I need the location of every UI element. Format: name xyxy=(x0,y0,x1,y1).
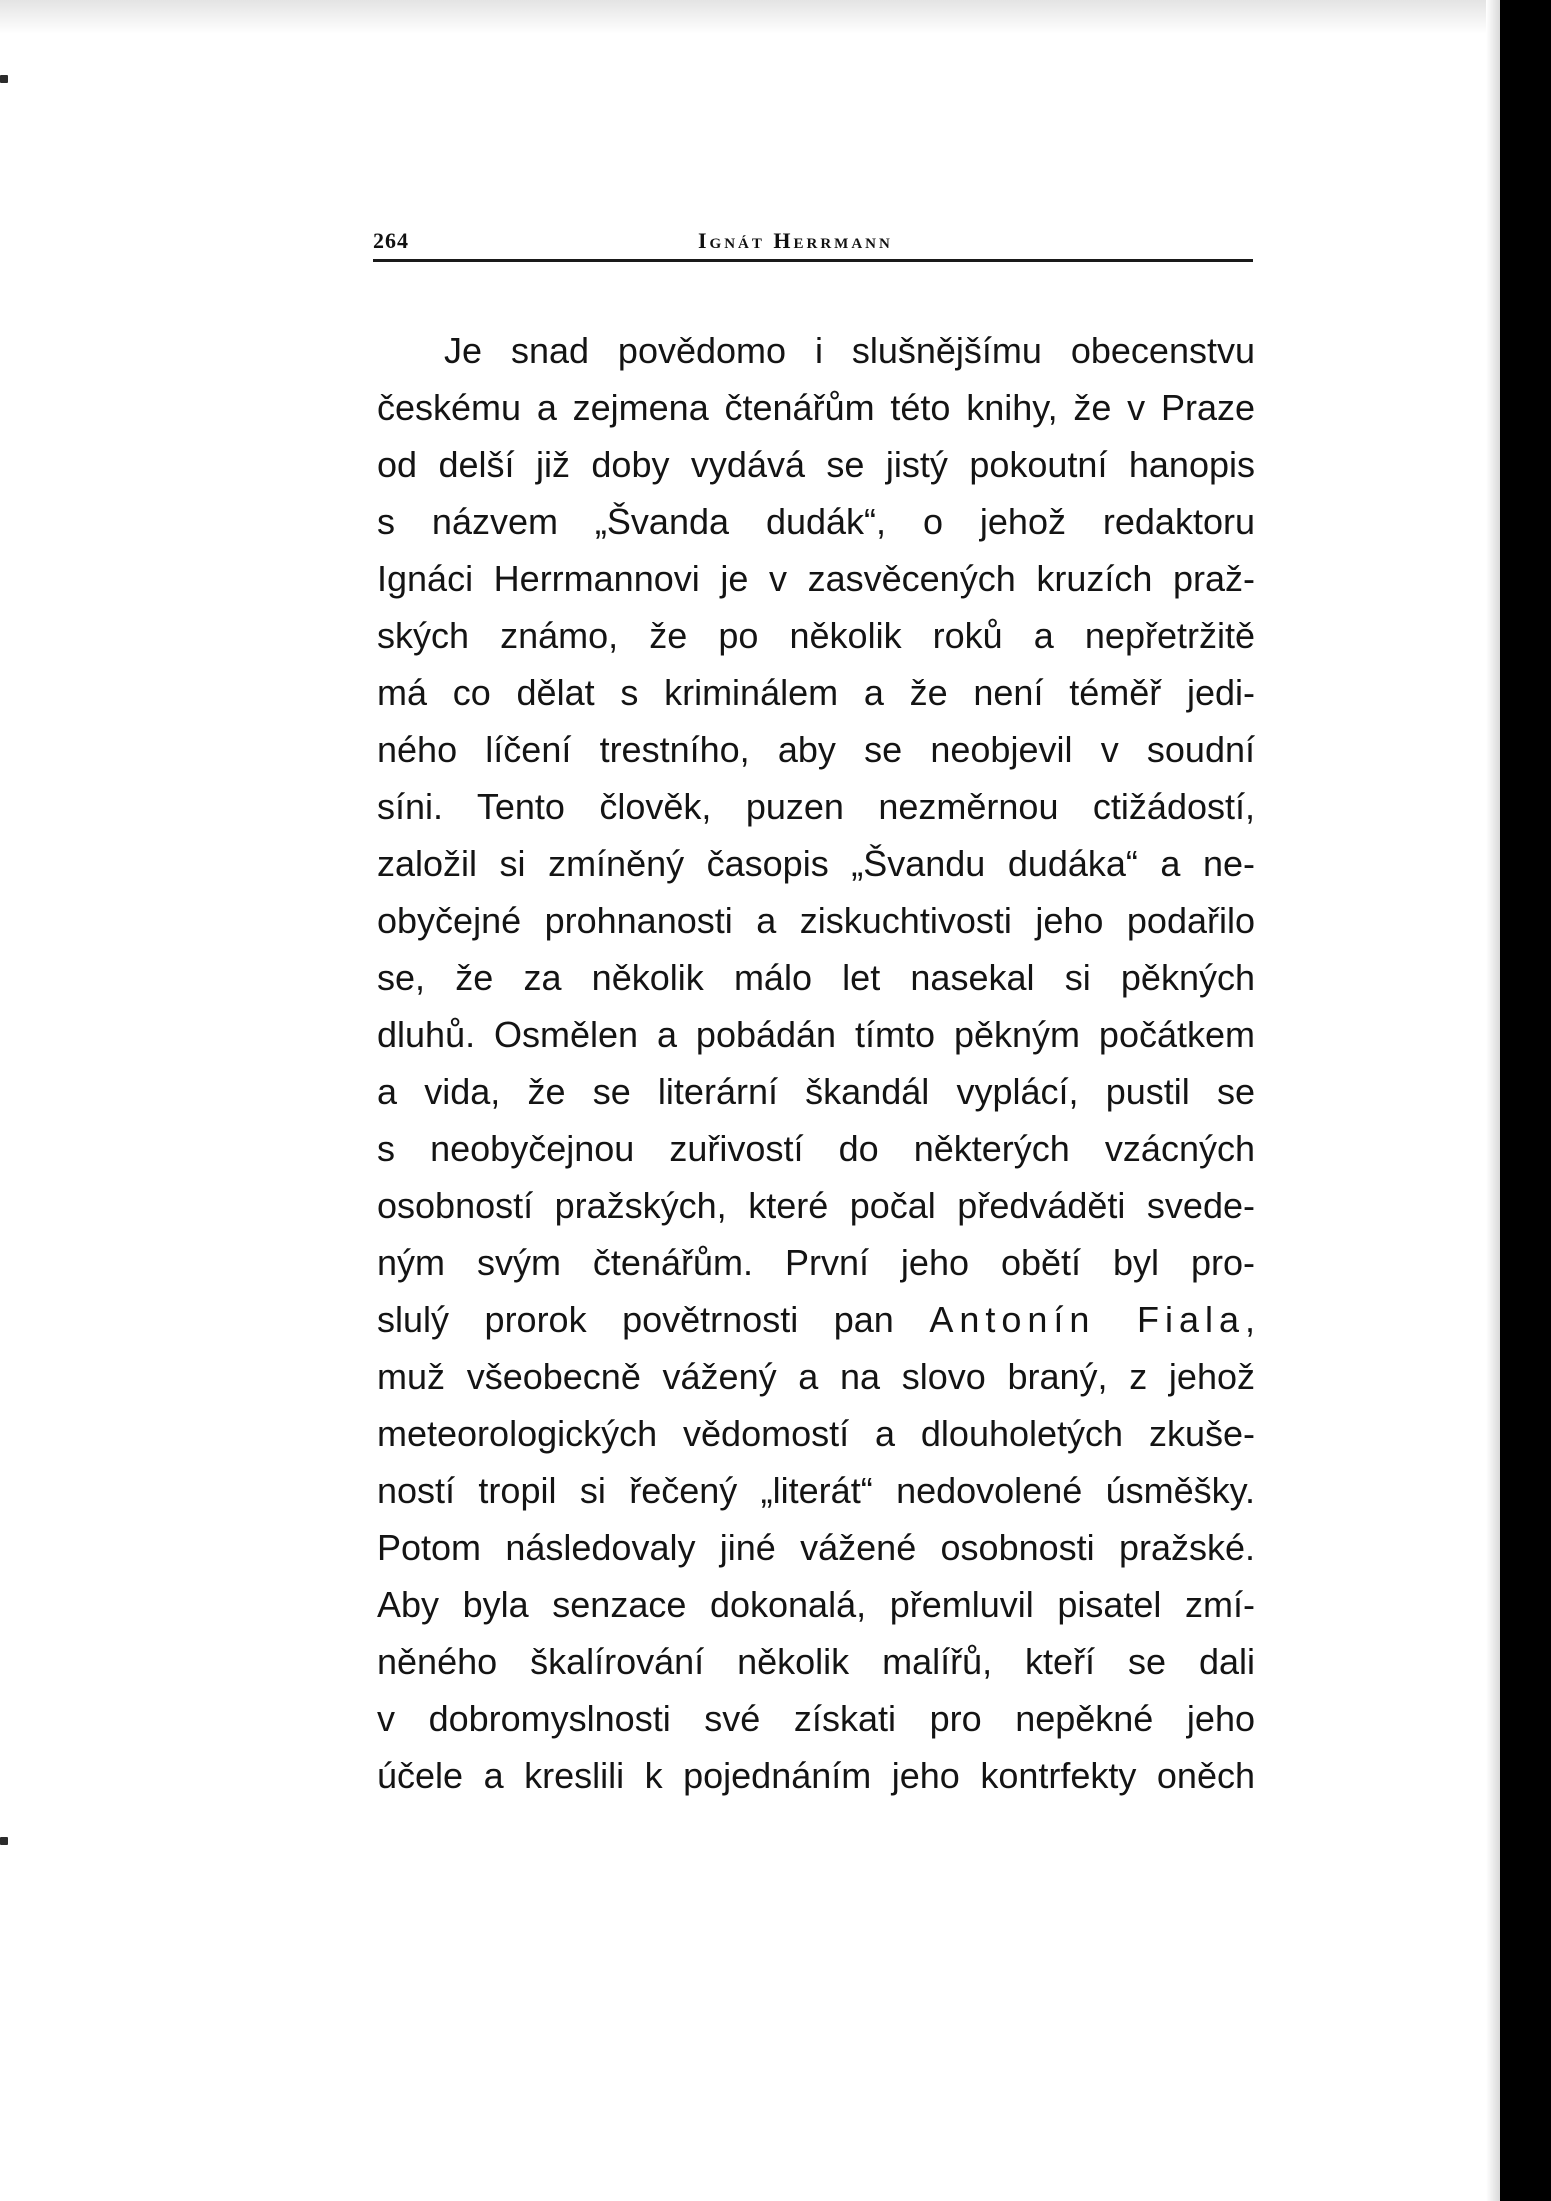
text-line: Potom následovaly jiné vážené osobnosti pražské. xyxy=(377,1527,1255,1568)
body-paragraph xyxy=(377,322,1255,1804)
text-line: meteorologických vědomostí a dlouholetých zkuše- xyxy=(377,1413,1255,1454)
text-line: Aby byla senzace dokonalá, přemluvil pisatel zmí- xyxy=(377,1584,1255,1625)
text-line: ských známo, že po několik roků a nepřetržitě xyxy=(377,615,1255,656)
text-line: Je snad povědomo i slušnějšímu obecenstvu xyxy=(444,330,1255,371)
text-line: s neobyčejnou zuřivostí do některých vzácných xyxy=(377,1128,1255,1169)
text-line: a vida, že se literární škandál vyplácí, pustil se xyxy=(377,1071,1255,1112)
text-line: od delší již doby vydává se jistý pokoutní hanopis xyxy=(377,444,1255,485)
text-line: má co dělat s kriminálem a že není téměř jedi- xyxy=(377,672,1255,713)
text-line: muž všeobecně vážený a na slovo braný, z jehož xyxy=(377,1356,1255,1397)
header-rule xyxy=(373,259,1253,262)
text-line: v dobromyslnosti své získati pro nepěkné jeho xyxy=(377,1698,1255,1739)
text-line: ného líčení trestního, aby se neobjevil v soudní xyxy=(377,729,1255,770)
running-head xyxy=(373,224,1253,254)
text-line: něného škalírování několik malířů, kteří se dali xyxy=(377,1641,1255,1682)
running-title: Ignát Herrmann xyxy=(698,228,893,253)
text-line: se, že za několik málo let nasekal si pěkných xyxy=(377,957,1255,998)
text-line: dluhů. Osmělen a pobádán tímto pěkným počátkem xyxy=(377,1014,1255,1055)
text-line: založil si zmíněný časopis „Švandu dudáka“ a ne- xyxy=(377,843,1255,884)
text-line: obyčejné prohnanosti a ziskuchtivosti jeho podařilo xyxy=(377,900,1255,941)
text-line: účele a kreslili k pojednáním jeho kontrfekty oněch xyxy=(377,1755,1255,1796)
scan-margin-mark xyxy=(0,75,8,83)
spaced-name: Antonín Fiala xyxy=(929,1299,1245,1340)
text-line: ným svým čtenářům. První jeho obětí byl pro- xyxy=(377,1242,1255,1283)
text-line: osobností pražských, které počal předváděti svede- xyxy=(377,1185,1255,1226)
page-number: 264 xyxy=(373,228,409,253)
text-line: síni. Tento člověk, puzen nezměrnou ctižádostí, xyxy=(377,786,1255,827)
text-line: s názvem „Švanda dudák“, o jehož redaktoru xyxy=(377,501,1255,542)
text-line: ností tropil si řečený „literát“ nedovolené úsměšky. xyxy=(377,1470,1255,1511)
text-line-spaced-name: slulý prorok povětrnosti pan Antonín Fiala, xyxy=(377,1299,1255,1340)
text-line: Ignáci Herrmannovi je v zasvěcených kruzích praž- xyxy=(377,558,1255,599)
text-line: českému a zejmena čtenářům této knihy, že v Praze xyxy=(377,387,1255,428)
scan-margin-mark xyxy=(0,1837,8,1845)
